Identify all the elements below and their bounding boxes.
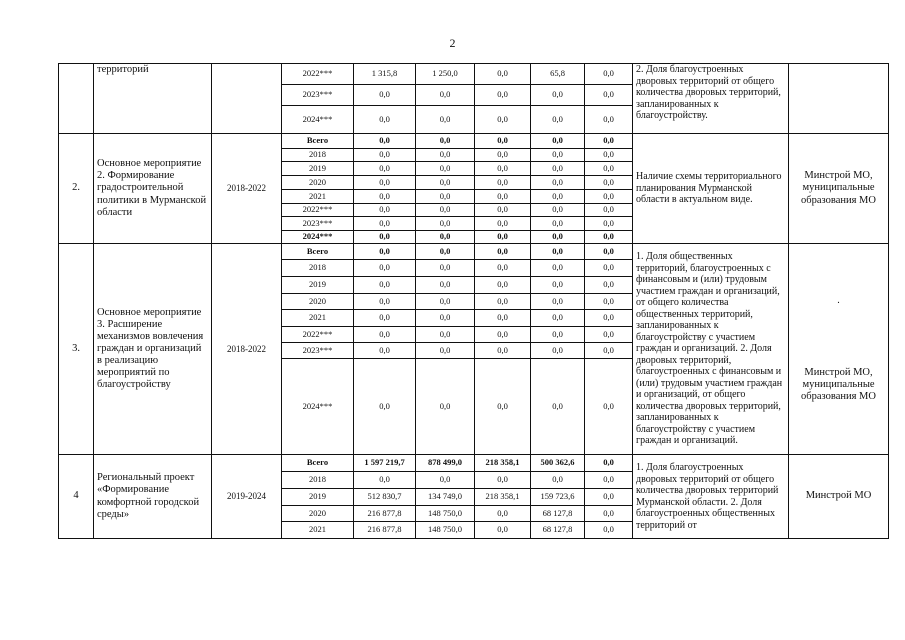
value-cell: 0,0 <box>354 277 416 294</box>
value-cell: 0,0 <box>585 310 633 327</box>
value-cell: 68 127,8 <box>531 506 585 522</box>
value-cell: 0,0 <box>354 134 416 149</box>
value-cell: 0,0 <box>475 134 531 149</box>
year-cell: Всего <box>282 134 354 149</box>
value-cell: 68 127,8 <box>531 522 585 539</box>
value-cell: 0,0 <box>585 294 633 310</box>
responsible-cell <box>789 455 889 539</box>
value-cell: 0,0 <box>531 277 585 294</box>
value-cell: 0,0 <box>475 472 531 489</box>
value-cell: 0,0 <box>475 244 531 260</box>
indicator-cell: 1. Доля благоустроенных дворовых территорий от общего количества дворовых территорий Мурманской области. 2. Доля благоустроенных общественных территорий от <box>633 455 789 539</box>
value-cell: 878 499,0 <box>416 455 475 472</box>
value-cell: 0,0 <box>475 359 531 455</box>
value-cell: 0,0 <box>354 327 416 343</box>
program-table <box>58 63 889 539</box>
value-cell: 0,0 <box>585 489 633 506</box>
year-cell: 2020 <box>282 506 354 522</box>
value-cell: 1 315,8 <box>354 64 416 85</box>
value-cell: 0,0 <box>475 327 531 343</box>
value-cell: 0,0 <box>354 85 416 106</box>
row-index-cell: 2. <box>59 134 94 244</box>
value-cell: 0,0 <box>531 149 585 162</box>
value-cell: 512 830,7 <box>354 489 416 506</box>
period-cell: 2018-2022 <box>212 134 282 244</box>
value-cell: 0,0 <box>475 64 531 85</box>
table-row <box>59 64 889 85</box>
year-cell: 2022*** <box>282 327 354 343</box>
activity-name-cell: Основное мероприятие 3. Расширение механизмов вовлечения граждан и организаций в реализацию мероприятий по благоустройству <box>94 244 212 455</box>
value-cell: 0,0 <box>531 162 585 176</box>
value-cell: 0,0 <box>475 190 531 204</box>
value-cell: 0,0 <box>585 522 633 539</box>
value-cell: 500 362,6 <box>531 455 585 472</box>
year-cell: 2020 <box>282 176 354 190</box>
value-cell: 0,0 <box>354 343 416 359</box>
value-cell: 0,0 <box>475 506 531 522</box>
value-cell: 0,0 <box>531 217 585 231</box>
value-cell: 0,0 <box>475 310 531 327</box>
year-cell: 2023*** <box>282 85 354 106</box>
year-cell: 2024*** <box>282 359 354 455</box>
value-cell: 0,0 <box>354 359 416 455</box>
value-cell: 0,0 <box>416 204 475 217</box>
year-cell: 2024*** <box>282 106 354 134</box>
value-cell: 0,0 <box>416 217 475 231</box>
responsible-cell <box>789 134 889 244</box>
value-cell: 0,0 <box>531 85 585 106</box>
value-cell: 0,0 <box>531 472 585 489</box>
value-cell: 0,0 <box>531 343 585 359</box>
value-cell: 0,0 <box>585 506 633 522</box>
table-row <box>59 455 889 472</box>
value-cell: 0,0 <box>416 106 475 134</box>
value-cell: 0,0 <box>475 277 531 294</box>
value-cell: 0,0 <box>416 310 475 327</box>
value-cell: 0,0 <box>416 359 475 455</box>
value-cell: 0,0 <box>354 294 416 310</box>
value-cell: 0,0 <box>585 190 633 204</box>
period-cell: 2018-2022 <box>212 244 282 455</box>
value-cell: 0,0 <box>585 244 633 260</box>
value-cell: 0,0 <box>531 359 585 455</box>
value-cell: 218 358,1 <box>475 455 531 472</box>
value-cell: 0,0 <box>585 149 633 162</box>
value-cell: 0,0 <box>416 327 475 343</box>
row-index-cell: 3. <box>59 244 94 455</box>
value-cell: 0,0 <box>416 162 475 176</box>
value-cell: 0,0 <box>475 231 531 244</box>
value-cell: 0,0 <box>354 260 416 277</box>
value-cell: 0,0 <box>585 176 633 190</box>
mark-dot: . <box>837 295 840 307</box>
period-cell <box>212 64 282 134</box>
responsible-cell <box>789 64 889 134</box>
value-cell: 148 750,0 <box>416 506 475 522</box>
value-cell: 0,0 <box>531 310 585 327</box>
value-cell: 0,0 <box>416 472 475 489</box>
value-cell: 0,0 <box>585 455 633 472</box>
value-cell: 0,0 <box>475 343 531 359</box>
responsible-text: Минстрой МО, муниципальные образования МО <box>801 366 876 402</box>
value-cell: 0,0 <box>531 231 585 244</box>
value-cell: 0,0 <box>475 294 531 310</box>
year-cell: 2021 <box>282 310 354 327</box>
value-cell: 0,0 <box>416 244 475 260</box>
value-cell: 0,0 <box>475 176 531 190</box>
value-cell: 0,0 <box>585 204 633 217</box>
year-cell: 2019 <box>282 489 354 506</box>
year-cell: 2021 <box>282 190 354 204</box>
value-cell: 0,0 <box>416 190 475 204</box>
value-cell: 159 723,6 <box>531 489 585 506</box>
value-cell: 0,0 <box>531 260 585 277</box>
year-cell: 2020 <box>282 294 354 310</box>
value-cell: 0,0 <box>475 217 531 231</box>
value-cell: 0,0 <box>475 260 531 277</box>
value-cell: 0,0 <box>531 190 585 204</box>
value-cell: 0,0 <box>475 204 531 217</box>
value-cell: 65,8 <box>531 64 585 85</box>
value-cell: 0,0 <box>475 522 531 539</box>
value-cell: 0,0 <box>475 162 531 176</box>
year-cell: 2022*** <box>282 64 354 85</box>
value-cell: 0,0 <box>416 260 475 277</box>
value-cell: 0,0 <box>354 106 416 134</box>
value-cell: 0,0 <box>354 162 416 176</box>
activity-name-cell: Региональный проект «Формирование комфортной городской среды» <box>94 455 212 539</box>
table-row <box>59 134 889 149</box>
year-cell: 2019 <box>282 277 354 294</box>
value-cell: 0,0 <box>354 217 416 231</box>
value-cell: 0,0 <box>531 294 585 310</box>
activity-name-cell: Основное мероприятие 2. Формирование градостроительной политики в Мурманской области <box>94 134 212 244</box>
value-cell: 216 877,8 <box>354 506 416 522</box>
year-cell: 2019 <box>282 162 354 176</box>
value-cell: 0,0 <box>416 85 475 106</box>
value-cell: 0,0 <box>585 217 633 231</box>
value-cell: 1 597 219,7 <box>354 455 416 472</box>
year-cell: 2023*** <box>282 217 354 231</box>
value-cell: 0,0 <box>585 134 633 149</box>
year-cell: 2022*** <box>282 204 354 217</box>
year-cell: 2024*** <box>282 231 354 244</box>
value-cell: 0,0 <box>354 190 416 204</box>
value-cell: 0,0 <box>354 204 416 217</box>
value-cell: 216 877,8 <box>354 522 416 539</box>
table-row <box>59 244 889 260</box>
period-cell: 2019-2024 <box>212 455 282 539</box>
responsible-cell <box>789 244 889 455</box>
value-cell: 0,0 <box>585 64 633 85</box>
indicator-cell: 1. Доля общественных территорий, благоустроенных с финансовым и (или) трудовым участием граждан и организаций, от общего количества общественных территорий, запланированных к благоустройству с участием граждан и организаций. 2. Доля дворовых территорий, благоустроенных с финансовым и (или) трудовым участием граждан и организаций, от общего количества дворовых территорий, запланированных к благоустройству с участием граждан и организаций. <box>633 244 789 455</box>
value-cell: 0,0 <box>585 260 633 277</box>
value-cell: 0,0 <box>585 162 633 176</box>
value-cell: 0,0 <box>416 343 475 359</box>
value-cell: 0,0 <box>416 277 475 294</box>
value-cell: 0,0 <box>416 149 475 162</box>
value-cell: 0,0 <box>585 472 633 489</box>
value-cell: 0,0 <box>354 231 416 244</box>
value-cell: 0,0 <box>531 244 585 260</box>
value-cell: 0,0 <box>531 204 585 217</box>
value-cell: 0,0 <box>585 85 633 106</box>
value-cell: 0,0 <box>585 277 633 294</box>
year-cell: 2018 <box>282 472 354 489</box>
value-cell: 0,0 <box>475 106 531 134</box>
value-cell: 1 250,0 <box>416 64 475 85</box>
value-cell: 0,0 <box>531 176 585 190</box>
value-cell: 218 358,1 <box>475 489 531 506</box>
value-cell: 0,0 <box>354 176 416 190</box>
indicator-cell: Наличие схемы территориального планирования Мурманской области в актуальном виде. <box>633 134 789 244</box>
year-cell: 2018 <box>282 260 354 277</box>
value-cell: 0,0 <box>354 310 416 327</box>
row-index-cell <box>59 64 94 134</box>
value-cell: 0,0 <box>416 176 475 190</box>
value-cell: 0,0 <box>585 231 633 244</box>
value-cell: 0,0 <box>354 472 416 489</box>
value-cell: 0,0 <box>531 106 585 134</box>
table-body <box>59 64 889 539</box>
activity-name-cell: территорий <box>94 64 212 134</box>
value-cell: 134 749,0 <box>416 489 475 506</box>
value-cell: 0,0 <box>354 149 416 162</box>
row-index-cell: 4 <box>59 455 94 539</box>
value-cell: 0,0 <box>531 134 585 149</box>
value-cell: 0,0 <box>585 106 633 134</box>
indicator-cell: 2. Доля благоустроенных дворовых территорий от общего количества дворовых территорий, запланированных к благоустройству. <box>633 64 789 134</box>
responsible-text: Минстрой МО, муниципальные образования МО <box>801 170 876 206</box>
year-cell: 2023*** <box>282 343 354 359</box>
value-cell: 0,0 <box>475 149 531 162</box>
year-cell: 2018 <box>282 149 354 162</box>
value-cell: 0,0 <box>585 359 633 455</box>
value-cell: 0,0 <box>354 244 416 260</box>
year-cell: Всего <box>282 455 354 472</box>
value-cell: 148 750,0 <box>416 522 475 539</box>
value-cell: 0,0 <box>585 343 633 359</box>
value-cell: 0,0 <box>585 327 633 343</box>
year-cell: 2021 <box>282 522 354 539</box>
value-cell: 0,0 <box>416 294 475 310</box>
value-cell: 0,0 <box>416 231 475 244</box>
value-cell: 0,0 <box>475 85 531 106</box>
value-cell: 0,0 <box>531 327 585 343</box>
responsible-text: Минстрой МО <box>805 490 872 502</box>
value-cell: 0,0 <box>416 134 475 149</box>
page-number: 2 <box>449 36 456 50</box>
year-cell: Всего <box>282 244 354 260</box>
